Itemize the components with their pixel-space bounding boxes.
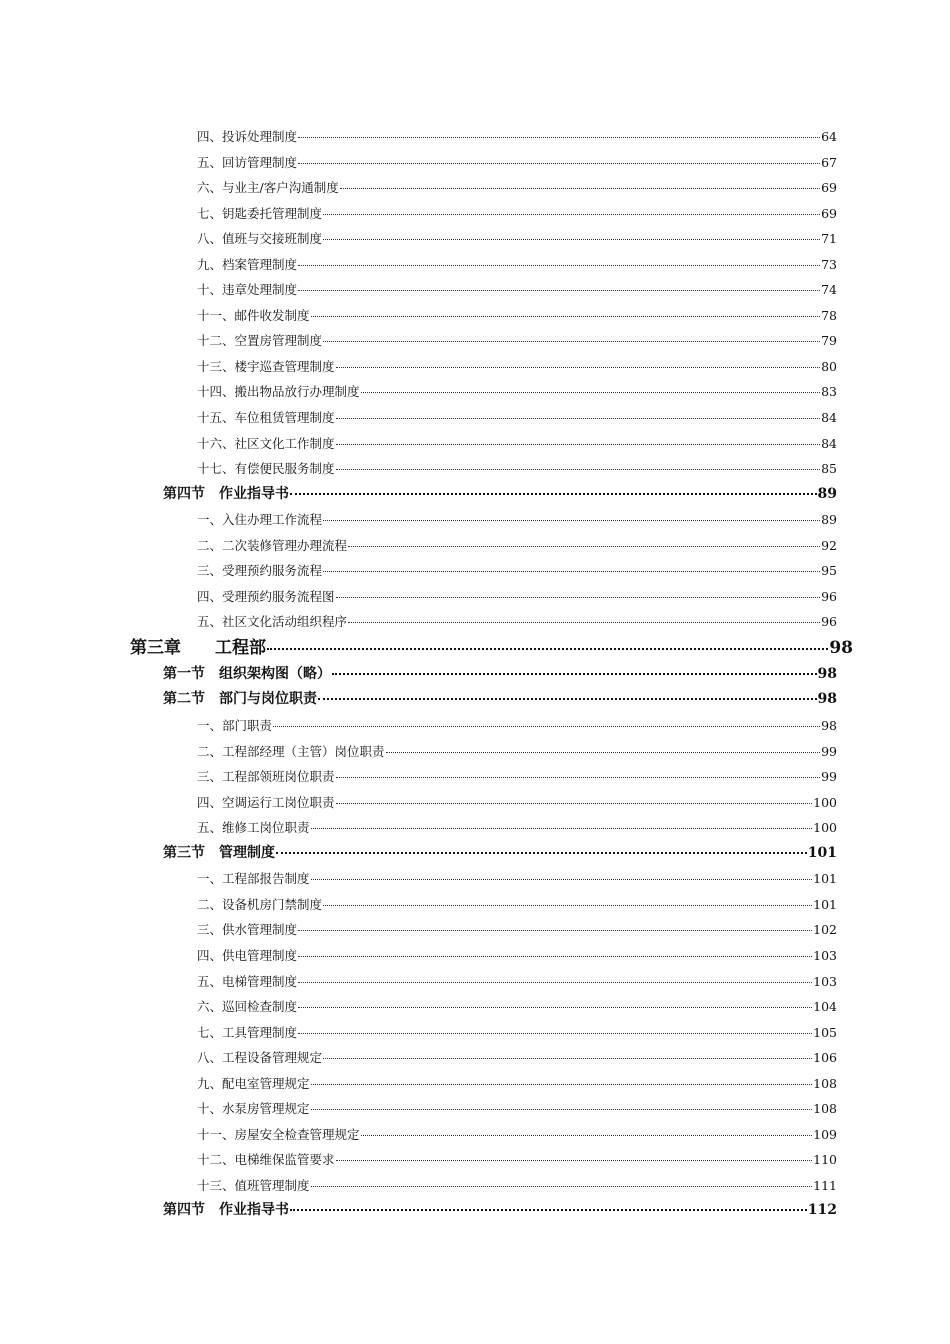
dot-leader <box>340 188 820 189</box>
toc-entry-page-number: 84 <box>821 435 837 451</box>
toc-entry-page-number: 92 <box>821 537 837 553</box>
toc-entry-page-number: 84 <box>821 410 837 426</box>
toc-entry-label: 九、配电室管理规定 <box>197 1075 310 1091</box>
toc-entry-page-number: 80 <box>821 358 837 374</box>
toc-entry-label: 第三节 管理制度 <box>163 844 275 861</box>
toc-entry-label: 七、工具管理制度 <box>197 1024 298 1040</box>
toc-entry-page-number: 96 <box>821 588 837 604</box>
dot-leader <box>298 1007 812 1008</box>
toc-entry-page-number: 78 <box>821 307 837 323</box>
toc-entry-page-number: 108 <box>813 1101 837 1117</box>
toc-item-entry[interactable] <box>197 303 837 329</box>
dot-leader <box>267 648 828 650</box>
toc-chapter-entry[interactable] <box>130 635 853 662</box>
toc-section-entry[interactable] <box>163 1198 837 1224</box>
toc-item-entry[interactable] <box>197 150 837 176</box>
toc-item-entry[interactable] <box>197 1020 837 1046</box>
toc-entry-label: 十七、有偿便民服务制度 <box>197 461 335 477</box>
toc-entry-page-number: 99 <box>821 769 837 785</box>
dot-leader <box>323 214 820 215</box>
toc-entry-label: 第一节 组织架构图（略） <box>163 665 331 682</box>
toc-item-entry[interactable] <box>197 917 837 943</box>
dot-leader <box>323 341 820 342</box>
toc-entry-page-number: 74 <box>821 282 837 298</box>
toc-entry-label: 七、钥匙委托管理制度 <box>197 205 323 221</box>
toc-entry-page-number: 102 <box>813 922 837 938</box>
toc-item-entry[interactable] <box>197 892 837 918</box>
dot-leader <box>311 1186 813 1187</box>
toc-entry-label: 四、受理预约服务流程图 <box>197 588 335 604</box>
toc-entry-label: 六、巡回检查制度 <box>197 999 298 1015</box>
dot-leader <box>336 367 821 368</box>
toc-entry-page-number: 105 <box>813 1024 837 1040</box>
toc-entry-label: 十一、邮件收发制度 <box>197 307 310 323</box>
toc-entry-label: 十二、电梯维保监管要求 <box>197 1152 335 1168</box>
toc-entry-page-number: 73 <box>821 256 837 272</box>
dot-leader <box>298 982 812 983</box>
toc-entry-page-number: 101 <box>813 896 837 912</box>
toc-item-entry[interactable] <box>197 354 837 380</box>
toc-item-entry[interactable] <box>197 1122 837 1148</box>
dot-leader <box>273 726 820 727</box>
dot-leader <box>336 597 821 598</box>
dot-leader <box>298 956 812 957</box>
toc-entry-page-number: 98 <box>817 691 837 708</box>
dot-leader <box>323 905 812 906</box>
toc-entry-label: 十、违章处理制度 <box>197 282 298 298</box>
toc-section-entry[interactable] <box>163 482 837 508</box>
toc-item-entry[interactable] <box>197 584 837 610</box>
toc-entry-page-number: 79 <box>821 333 837 349</box>
toc-entry-page-number: 108 <box>813 1075 837 1091</box>
dot-leader <box>361 1135 813 1136</box>
toc-entry-label: 十五、车位租赁管理制度 <box>197 410 335 426</box>
dot-leader <box>348 622 820 623</box>
toc-item-entry[interactable] <box>197 201 837 227</box>
toc-entry-page-number: 98 <box>829 637 853 658</box>
toc-entry-label: 六、与业主/客户沟通制度 <box>197 180 339 196</box>
toc-entry-page-number: 111 <box>813 1177 837 1193</box>
dot-leader <box>323 1058 812 1059</box>
toc-item-entry[interactable] <box>197 533 837 559</box>
toc-entry-label: 三、供水管理制度 <box>197 922 298 938</box>
dot-leader <box>311 879 813 880</box>
dot-leader <box>311 1084 813 1085</box>
toc-entry-label: 十二、空置房管理制度 <box>197 333 323 349</box>
toc-entry-page-number: 85 <box>821 461 837 477</box>
toc-entry-page-number: 96 <box>821 614 837 630</box>
toc-entry-label: 十一、房屋安全检查管理规定 <box>197 1126 360 1142</box>
toc-entry-page-number: 103 <box>813 973 837 989</box>
toc-entry-label: 五、回访管理制度 <box>197 154 298 170</box>
toc-entry-label: 八、工程设备管理规定 <box>197 1050 323 1066</box>
toc-entry-label: 四、供电管理制度 <box>197 947 298 963</box>
dot-leader <box>336 444 821 445</box>
dot-leader <box>323 520 820 521</box>
toc-entry-page-number: 101 <box>813 871 837 887</box>
dot-leader <box>298 290 820 291</box>
dot-leader <box>290 493 817 495</box>
toc-entry-label: 十三、值班管理制度 <box>197 1177 310 1193</box>
toc-entry-label: 十六、社区文化工作制度 <box>197 435 335 451</box>
dot-leader <box>298 930 812 931</box>
dot-leader <box>336 418 821 419</box>
toc-entry-label: 四、投诉处理制度 <box>197 129 298 144</box>
toc-entry-page-number: 99 <box>821 743 837 759</box>
toc-entry-page-number: 64 <box>821 129 837 144</box>
toc-item-entry[interactable] <box>197 124 837 150</box>
dot-leader <box>298 1033 812 1034</box>
dot-leader <box>311 828 813 829</box>
toc-entry-label: 第四节 作业指导书 <box>163 485 289 502</box>
toc-entry-label: 二、设备机房门禁制度 <box>197 896 323 912</box>
toc-item-entry[interactable] <box>197 1096 837 1122</box>
toc-entry-label: 二、二次装修管理办理流程 <box>197 537 348 553</box>
dot-leader <box>348 546 820 547</box>
dot-leader <box>311 316 821 317</box>
toc-entry-page-number: 109 <box>813 1126 837 1142</box>
toc-entry-label: 十、水泵房管理规定 <box>197 1101 310 1117</box>
dot-leader <box>336 803 813 804</box>
dot-leader <box>336 777 821 778</box>
toc-item-entry[interactable] <box>197 1045 837 1071</box>
dot-leader <box>290 1209 807 1211</box>
toc-entry-page-number: 69 <box>821 205 837 221</box>
toc-entry-label: 第二节 部门与岗位职责 <box>163 691 317 708</box>
toc-entry-page-number: 67 <box>821 154 837 170</box>
dot-leader <box>298 137 820 138</box>
toc-entry-label: 三、受理预约服务流程 <box>197 563 323 579</box>
toc-item-entry[interactable] <box>197 1173 837 1199</box>
toc-entry-page-number: 103 <box>813 947 837 963</box>
dot-leader <box>386 752 821 753</box>
toc-entry-page-number: 110 <box>813 1152 837 1168</box>
toc-item-entry[interactable] <box>197 943 837 969</box>
toc-entry-label: 第四节 作业指导书 <box>163 1202 289 1219</box>
toc-entry-label: 第三章 工程部 <box>130 637 266 658</box>
dot-leader <box>323 239 820 240</box>
toc-item-entry[interactable] <box>197 558 837 584</box>
toc-entry-page-number: 98 <box>821 718 837 734</box>
toc-item-entry[interactable] <box>197 328 837 354</box>
toc-item-entry[interactable] <box>197 226 837 252</box>
dot-leader <box>361 392 821 393</box>
toc-item-entry[interactable] <box>197 252 837 278</box>
toc-item-entry[interactable] <box>197 994 837 1020</box>
toc-entry-label: 一、入住办理工作流程 <box>197 512 323 528</box>
dot-leader <box>318 698 817 700</box>
toc-entry-page-number: 104 <box>813 999 837 1015</box>
toc-section-entry[interactable] <box>163 687 837 713</box>
dot-leader <box>298 163 820 164</box>
toc-entry-label: 十四、搬出物品放行办理制度 <box>197 384 360 400</box>
toc-item-entry[interactable] <box>197 405 837 431</box>
toc-entry-page-number: 112 <box>807 1202 837 1219</box>
toc-entry-label: 二、工程部经理（主管）岗位职责 <box>197 743 385 759</box>
toc-entry-page-number: 100 <box>813 794 837 810</box>
toc-entry-label: 八、值班与交接班制度 <box>197 231 323 247</box>
toc-item-entry[interactable] <box>197 739 837 765</box>
toc-entry-page-number: 101 <box>807 844 837 861</box>
toc-item-entry[interactable] <box>197 609 837 635</box>
toc-item-entry[interactable] <box>197 969 837 995</box>
table-of-contents <box>0 124 950 1224</box>
toc-entry-page-number: 106 <box>813 1050 837 1066</box>
toc-item-entry[interactable] <box>197 713 837 739</box>
toc-entry-page-number: 98 <box>817 665 837 682</box>
toc-entry-label: 十三、楼宇巡查管理制度 <box>197 358 335 374</box>
toc-entry-page-number: 69 <box>821 180 837 196</box>
dot-leader <box>332 673 817 675</box>
toc-entry-page-number: 83 <box>821 384 837 400</box>
toc-entry-page-number: 89 <box>817 485 837 502</box>
toc-item-entry[interactable] <box>197 175 837 201</box>
toc-entry-label: 四、空调运行工岗位职责 <box>197 794 335 810</box>
toc-entry-page-number: 100 <box>813 820 837 836</box>
toc-item-entry[interactable] <box>197 456 837 482</box>
dot-leader <box>323 571 820 572</box>
toc-entry-label: 三、工程部领班岗位职责 <box>197 769 335 785</box>
toc-entry-label: 一、工程部报告制度 <box>197 871 310 887</box>
toc-section-entry[interactable] <box>163 841 837 867</box>
toc-entry-label: 五、社区文化活动组织程序 <box>197 614 348 630</box>
toc-item-entry[interactable] <box>197 1071 837 1097</box>
toc-entry-label: 五、维修工岗位职责 <box>197 820 310 836</box>
toc-item-entry[interactable] <box>197 379 837 405</box>
toc-entry-page-number: 95 <box>821 563 837 579</box>
toc-entry-label: 一、部门职责 <box>197 718 273 734</box>
dot-leader <box>336 1160 813 1161</box>
toc-item-entry[interactable] <box>197 866 837 892</box>
toc-entry-label: 五、电梯管理制度 <box>197 973 298 989</box>
dot-leader <box>311 1109 813 1110</box>
toc-item-entry[interactable] <box>197 431 837 457</box>
toc-item-entry[interactable] <box>197 790 837 816</box>
toc-item-entry[interactable] <box>197 764 837 790</box>
dot-leader <box>336 469 821 470</box>
toc-item-entry[interactable] <box>197 815 837 841</box>
dot-leader <box>276 852 807 854</box>
toc-entry-page-number: 89 <box>821 512 837 528</box>
toc-item-entry[interactable] <box>197 507 837 533</box>
toc-item-entry[interactable] <box>197 1147 837 1173</box>
toc-entry-label: 九、档案管理制度 <box>197 256 298 272</box>
toc-entry-page-number: 71 <box>821 231 837 247</box>
toc-section-entry[interactable] <box>163 662 837 688</box>
toc-item-entry[interactable] <box>197 277 837 303</box>
dot-leader <box>298 265 820 266</box>
